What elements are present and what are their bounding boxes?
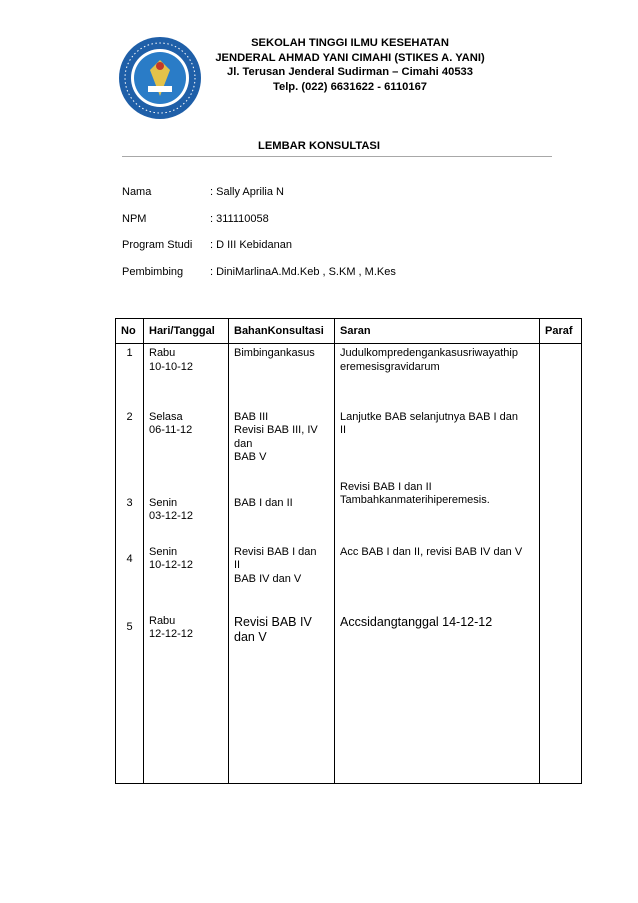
info-label: NPM [122,212,147,225]
row-day: Rabu [149,347,176,359]
advice-line: Judulkompredengankasusriwayathip [340,347,518,359]
row-advice [335,478,540,543]
row-date-value: 10-10-12 [149,360,194,373]
row-date-value: 10-12-12 [149,559,194,571]
row-date-value: 03-12-12 [149,510,194,522]
material-line: BAB I dan II [234,496,293,509]
row-no [116,543,144,612]
row-material [229,408,335,478]
row-no-value: 4 [126,552,133,565]
table-row [116,478,582,543]
advice-line: Acc BAB I dan II, revisi BAB IV dan V [340,545,523,558]
document-title: LEMBAR KONSULTASI [257,140,381,152]
row-advice [335,344,540,408]
material-line: Revisi BAB I dan [234,545,317,558]
info-value: : Sally Aprilia N [210,186,284,198]
row-date [144,478,229,543]
row-sign [540,612,582,784]
row-no-value: 3 [126,496,133,509]
institution-header [150,36,550,94]
row-date [144,612,229,784]
table-header-row [116,319,582,344]
row-date [144,408,229,478]
table-row [116,344,582,408]
row-advice [335,543,540,612]
row-sign [540,543,582,612]
header-material: BahanKonsultasi [229,319,335,344]
row-material [229,543,335,612]
info-value: : 311110058 [210,212,269,225]
row-date-value: 06-11-12 [149,424,193,436]
consultation-table [115,318,582,784]
row-date [144,344,229,408]
row-date-value: 12-12-12 [149,628,194,640]
header-date: Hari/Tanggal [144,319,229,344]
row-material [229,478,335,543]
row-day: Senin [149,545,178,558]
row-advice [335,612,540,784]
info-value: : D III Kebidanan [210,239,292,251]
info-label: Pembimbing [122,265,184,278]
header-line-2: JENDERAL AHMAD YANI CIMAHI (STIKES A. YANI) [215,51,485,64]
row-sign [540,408,582,478]
advice-line: Tambahkanmaterihiperemesis. [340,494,490,506]
table-row [116,408,582,478]
info-label: Program Studi [122,239,193,251]
material-line: dan V [234,629,267,644]
row-material [229,344,335,408]
material-line: Bimbingankasus [234,347,315,359]
header-no: No [116,319,144,344]
row-sign [540,478,582,543]
info-value: : DiniMarlinaA.Md.Keb , S.KM , M.Kes [210,265,396,278]
material-line: II [234,559,241,571]
row-no-value: 5 [126,620,133,633]
row-sign [540,344,582,408]
row-no: 1 [116,344,144,408]
row-no [116,612,144,784]
row-day: Senin [149,496,178,509]
advice-line: Revisi BAB I dan II [340,480,432,493]
info-label: Nama [122,186,152,198]
table-row [116,612,582,784]
header-line-4: Telp. (022) 6631622 - 6110167 [272,80,428,93]
row-day: Rabu [149,614,176,627]
header-line-1: SEKOLAH TINGGI ILMU KESEHATAN [251,37,449,49]
material-line: Revisi BAB III, IV [234,424,318,436]
advice-line: Lanjutke BAB selanjutnya BAB I dan [340,410,518,423]
advice-line: eremesisgravidarum [340,360,440,373]
advice-line: Accsidangtanggal 14-12-12 [340,614,493,629]
title-divider [122,156,552,157]
material-line: BAB V [234,451,267,463]
header-sign: Paraf [540,319,582,344]
advice-line: II [340,424,347,436]
row-advice [335,408,540,478]
row-no: 2 [116,408,144,478]
material-line: BAB IV dan V [234,572,302,585]
row-material [229,612,335,784]
header-line-3: Jl. Terusan Jenderal Sudirman – Cimahi 40533 [226,66,474,78]
material-line: BAB III [234,410,269,423]
row-no [116,478,144,543]
material-line: Revisi BAB IV [234,614,312,629]
table-row [116,543,582,612]
row-date [144,543,229,612]
material-line: dan [234,437,253,450]
header-advice: Saran [335,319,540,344]
row-day: Selasa [149,410,183,423]
